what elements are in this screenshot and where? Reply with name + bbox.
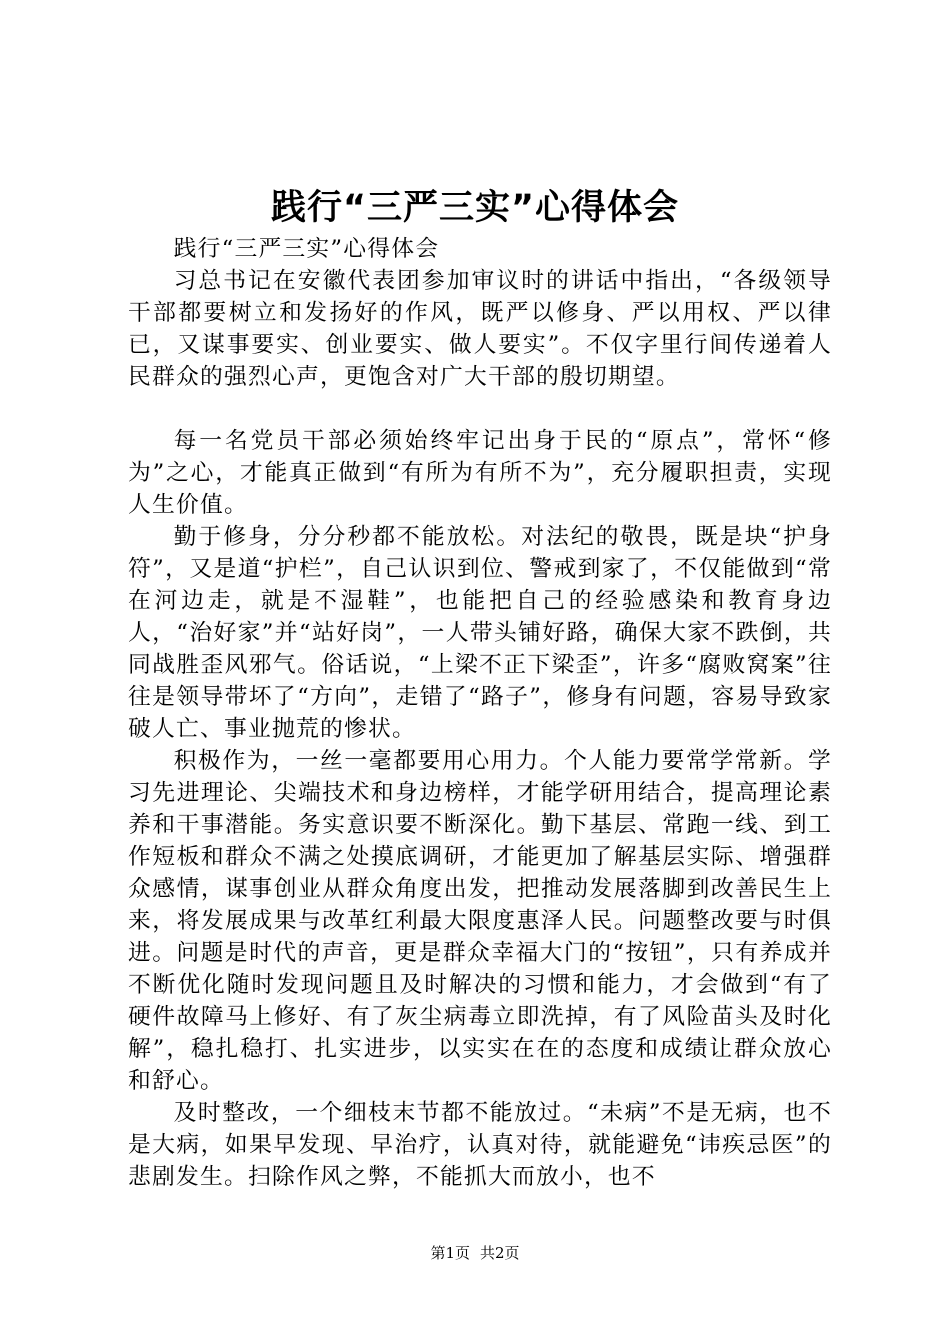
paragraph: 积极作为，一丝一毫都要用心用力。个人能力要常学常新。学习先进理论、尖端技术和身边榜样，才能学研用结合，提高理论素养和干事潜能。务实意识要不断深化。勤下基层、常跑一线、到工作短板和群众不满之处摸底调研，才能更加了解基层实际、增强群众感情，谋事创业从群众角度出发，把推动发展落脚到改善民生上来，将发展成果与改革红利最大限度惠泽人民。问题整改要与时俱进。问题是时代的声音，更是群众幸福大门的“按钮”，只有养成并不断优化随时发现问题且及时解决的习惯和能力，才会做到“有了硬件故障马上修好、有了灰尘病毒立即洗掉，有了风险苗头及时化解”，稳扎稳打、扎实进步，以实实在在的态度和成绩让群众放心和舒心。: [128, 748, 832, 1094]
page-total: 共2页: [480, 1244, 520, 1262]
document-body: [128, 233, 832, 1193]
page-footer: [0, 1243, 950, 1263]
document-title: 践行“三严三实”心得体会: [270, 188, 679, 228]
paragraph-subtitle: 践行“三严三实”心得体会: [173, 236, 440, 262]
paragraph: 习总书记在安徽代表团参加审议时的讲话中指出，“各级领导干部都要树立和发扬好的作风，既严以修身、严以用权、严以律已，又谋事要实、创业要实、做人要实”。不仅字里行间传递着人民群众的强烈心声，更饱含对广大干部的殷切期望。: [128, 268, 832, 390]
paragraph: 每一名党员干部必须始终牢记出身于民的“原点”，常怀“修为”之心，才能真正做到“有所为有所不为”，充分履职担责，实现人生价值。: [128, 428, 832, 518]
paragraph: 勤于修身，分分秒都不能放松。对法纪的敬畏，既是块“护身符”，又是道“护栏”，自己认识到位、警戒到家了，不仅能做到“常在河边走，就是不湿鞋”，也能把自己的经验感染和教育身边人，“治好家”并“站好岗”，一人带头铺好路，确保大家不跌倒，共同战胜歪风邪气。俗话说，“上梁不正下梁歪”，许多“腐败窝案”往往是领导带坏了“方向”，走错了“路子”，修身有问题，容易导致家破人亡、事业抛荒的惨状。: [128, 524, 832, 742]
page-number: 第1页: [430, 1244, 470, 1262]
paragraph: 及时整改，一个细枝末节都不能放过。“未病”不是无病，也不是大病，如果早发现、早治疗，认真对待，就能避免“讳疾忌医”的悲剧发生。扫除作风之弊，不能抓大而放小，也不: [128, 1100, 832, 1190]
